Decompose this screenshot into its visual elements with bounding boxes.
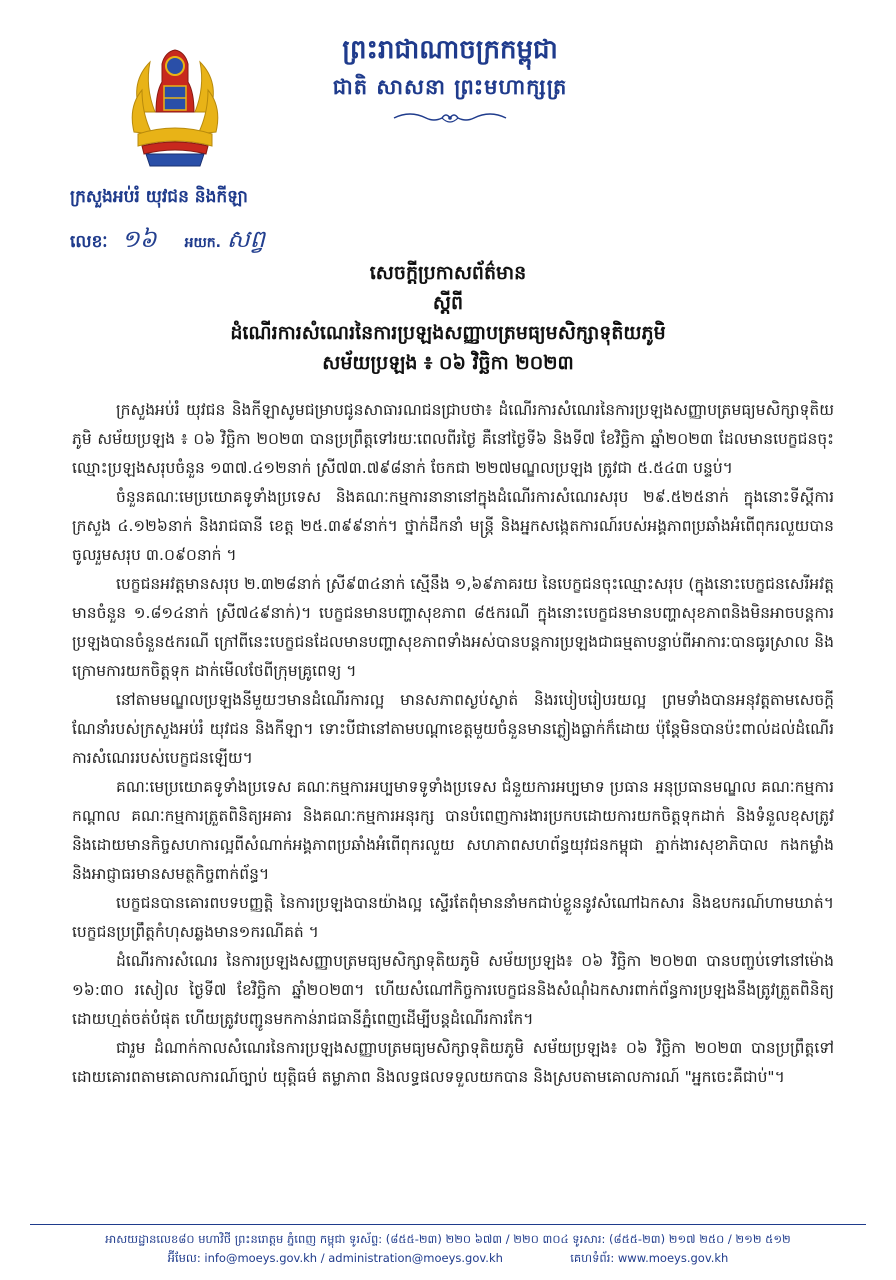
website-link[interactable]: www.moeys.gov.kh	[617, 1251, 729, 1265]
footer-contact	[30, 1249, 866, 1268]
ref-office-code: សព្វ	[226, 225, 265, 253]
paragraph: ក្រសួងអប់រំ យុវជន និងកីឡាសូមជម្រាបជូនសាធារណជនជ្រាបថា៖ ដំណើរការសំណេរនៃការប្រឡងសញ្ញាបត្រមធ្យមសិក្សាទុតិយភូមិ សម័យប្រឡង ៖ ០៦ វិច្ឆិកា ២០២៣ បានប្រព្រឹត្តទៅរយៈពេលពីរថ្ងៃ គឺនៅថ្ងៃទី៦ និងទី៧ ខែវិច្ឆិកា ឆ្នាំ២០២៣ ដែលមានបេក្ខជនចុះឈ្មោះប្រឡងសរុបចំនួន ១៣៧.៤១២នាក់ ស្រី៧៣.៧៩៨នាក់ ចែកជា ២២៧មណ្ឌលប្រឡង ត្រូវជា ៥.៥៤៣ បន្ទប់។	[72, 401, 834, 477]
document-body	[72, 396, 834, 1092]
website-label: គេហទំព័រ:	[570, 1251, 615, 1265]
kingdom-header	[280, 30, 620, 128]
paragraph: ចំនួនគណៈមេប្រយោគទូទាំងប្រទេស និងគណៈកម្មការនានានៅក្នុងដំណើរការសំណេរសរុប ២៩.៥២៥នាក់ ក្នុងនោះទីស្តីការក្រសួង ៤.១២៦នាក់ និងរាជធានី ខេត្ត ២៥.៣៩៩នាក់។ ថ្នាក់ដឹកនាំ មន្ត្រី និងអ្នកសង្កេតការណ៍របស់អង្គភាពប្រឆាំងអំពើពុករលួយបានចូលរួមសរុប ៣.០៩០នាក់ ។	[72, 488, 834, 564]
title-line-3: ដំណើរការសំណេរនៃការប្រឡងសញ្ញាបត្រមធ្យមសិក្សាទុតិយភូមិ	[230, 322, 666, 344]
ref-number: ១៦	[121, 225, 157, 253]
paragraph: បេក្ខជនអវត្តមានសរុប ២.៣២៨នាក់ ស្រី៩៣៤នាក់ ស្មើនឹង ១,៦៩ភាគរយ នៃបេក្ខជនចុះឈ្មោះសរុប (ក្នុងនោះបេក្ខជនសេរីអវត្តមានចំនួន ១.៨១៤នាក់ ស្រី៧៤៩នាក់)។ បេក្ខជនមានបញ្ហាសុខភាព ៨៥ករណី ក្នុងនោះបេក្ខជនមានបញ្ហាសុខភាពនិងមិនអាចបន្តការប្រឡងបានចំនួន៥ករណី ក្រៅពីនេះបេក្ខជនដែលមានបញ្ហាសុខភាពទាំងអស់បានបន្តការប្រឡងជាធម្មតាបន្ទាប់ពីអាការៈបានធូរស្រាល និងក្រោមការយកចិត្តទុក ដាក់មើលថែពីក្រុមគ្រូពេទ្យ ។	[72, 575, 834, 680]
title-line-1: សេចក្តីប្រកាសព័ត៌មាន	[369, 262, 527, 284]
paragraph: ជារួម ដំណាក់កាលសំណេរនៃការប្រឡងសញ្ញាបត្រមធ្យមសិក្សាទុតិយភូមិ សម័យប្រឡង៖ ០៦ វិច្ឆិកា ២០២៣ បានប្រព្រឹត្តទៅដោយគោរពតាមគោលការណ៍ច្បាប់ យុត្តិធម៌ តម្លាភាព និងលទ្ធផលទទួលយកបាន និងស្របតាមគោលការណ៍ "អ្នកចេះគឺជាប់"។	[72, 1039, 834, 1086]
document-title	[160, 258, 736, 378]
paragraph: ដំណើរការសំណេរ នៃការប្រឡងសញ្ញាបត្រមធ្យមសិក្សាទុតិយភូមិ សម័យប្រឡង៖ ០៦ វិច្ឆិកា ២០២៣ បានបញ្ចប់ទៅនៅម៉ោង ១៦:៣០ រសៀល ថ្ងៃទី៧ ខែវិច្ឆិកា ឆ្នាំ២០២៣។ ហើយសំណៅកិច្ចការបេក្ខជននិងសំណុំឯកសារពាក់ព័ន្ធការប្រឡងនឹងត្រូវត្រួតពិនិត្យដោយហ្មត់ចត់បំផុត ហើយត្រូវបញ្ជូនមកកាន់រាជធានីភ្នំពេញដើម្បីបន្តដំណើរការកែ។	[72, 952, 834, 1028]
title-line-2: ស្តីពី	[432, 292, 464, 314]
ref-office-label: អយក.	[184, 235, 221, 251]
reference-number	[70, 224, 265, 259]
kingdom-name: ព្រះរាជាណាចក្រកម្ពុជា	[342, 35, 558, 65]
paragraph: នៅតាមមណ្ឌលប្រឡងនីមួយៗមានដំណើរការល្អ មានសភាពស្ងប់ស្ងាត់ និងរបៀបរៀបរយល្អ ព្រមទាំងបានអនុវត្តតាមសេចក្តីណែនាំរបស់ក្រសួងអប់រំ យុវជន និងកីឡា។ ទោះបីជានៅតាមបណ្តាខេត្តមួយចំនួនមានភ្លៀងធ្លាក់ក៏ដោយ ប៉ុន្តែមិនបានប៉ះពាល់ដល់ដំណើរការសំណេររបស់បេក្ខជនឡើយ។	[72, 691, 834, 767]
ministry-emblem-logo	[120, 42, 230, 172]
paragraph: បេក្ខជនបានគោរពបទបញ្ញត្តិ នៃការប្រឡងបានយ៉ាងល្អ ស្ទើរតែពុំមាននាំមកជាប់ខ្លួននូវសំណៅឯកសារ និងឧបករណ៍ហាមឃាត់។ បេក្ខជនប្រព្រឹត្តកំហុសឆ្លងមាន១ករណីគត់ ។	[72, 894, 834, 941]
email-label: អ៊ីមែល:	[167, 1251, 201, 1265]
national-motto: ជាតិ សាសនា ព្រះមហាក្សត្រ	[332, 75, 568, 99]
ministry-name: ក្រសួងអប់រំ យុវជន និងកីឡា	[70, 187, 248, 207]
email-link[interactable]: info@moeys.gov.kh / administration@moeys.gov.kh	[204, 1251, 503, 1265]
footer-divider	[30, 1224, 866, 1225]
footer	[30, 1230, 866, 1268]
ornament-divider-icon	[390, 108, 510, 128]
footer-address: អាសយដ្ឋានលេខ៨០ មហាវិថី ព្រះនរោត្តម ភ្នំពេញ កម្ពុជា ទូរស័ព្ទ: (៨៥៥-២៣) ២២០ ៦៧៣ / ២២០ ៣០៤ ទូរសារ: (៨៥៥-២៣) ២១៧ ២៥០ / ២១២ ៥១២	[105, 1232, 791, 1246]
paragraph: គណៈមេប្រយោគទូទាំងប្រទេស គណៈកម្មការអប្បមាទទូទាំងប្រទេស ជំនួយការអប្បមាទ ប្រធាន អនុប្រធានមណ្ឌល គណៈកម្មការកណ្តាល គណៈកម្មការត្រួតពិនិត្យអគារ និងគណៈកម្មការអនុរក្ស បានបំពេញការងារប្រកបដោយការយកចិត្តទុកដាក់ និងទំនួលខុសត្រូវ និងដោយមានកិច្ចសហការល្អពីសំណាក់អង្គភាពប្រឆាំងអំពើពុករលួយ សហភាពសហព័ន្ធយុវជនកម្ពុជា ភ្នាក់ងារសុខាភិបាល កងកម្លាំង និងអាជ្ញាធរមានសមត្ថកិច្ចពាក់ព័ន្ធ។	[72, 778, 834, 883]
ref-label: លេខៈ	[70, 232, 108, 252]
title-line-4: សម័យប្រឡង ៖ ០៦ វិច្ឆិកា ២០២៣	[322, 352, 574, 374]
